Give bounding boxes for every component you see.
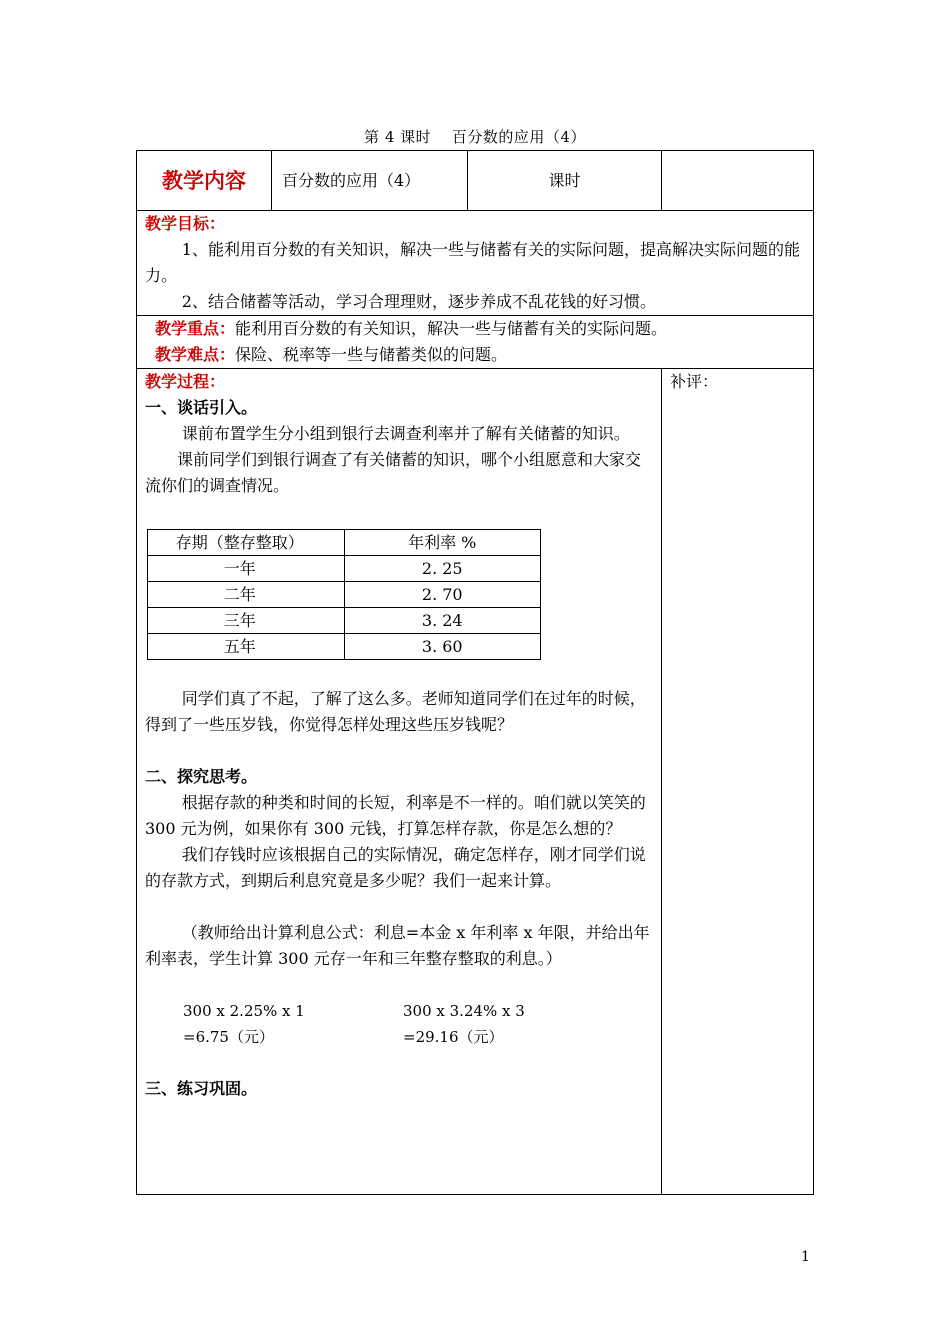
section1-p1: 课前布置学生分小组到银行去调查利率并了解有关储蓄的知识。 [181, 424, 630, 443]
calc-left-line1: 300 x 2.25% x 1 [183, 1002, 305, 1020]
page-title: 第 4 课时 百分数的应用（4） [364, 128, 586, 146]
calc-right-line2: =29.16（元） [403, 1028, 504, 1046]
keshi-label: 课时 [468, 151, 662, 211]
table-row [148, 634, 541, 660]
key-text: 能利用百分数的有关知识，解决一些与储蓄有关的实际问题。 [235, 319, 668, 338]
side-comment-label: 补评： [670, 372, 719, 391]
rate-table-header [148, 530, 541, 556]
key-label: 教学重点： [155, 319, 236, 338]
content-label: 教学内容 [137, 151, 272, 211]
section2-p1: 根据存款的种类和时间的长短，利率是不一样的。咱们就以笑笑的 300 元为例，如果你有 300 元钱，打算怎样存款，你是怎么想的？ [145, 793, 646, 838]
section1-title: 一、谈话引入。 [145, 398, 258, 417]
rate-term: 二年 [148, 582, 345, 608]
objectives-heading: 教学目标： [145, 214, 226, 233]
calc-left-line2: =6.75（元） [183, 1028, 274, 1046]
rate-table [147, 529, 541, 660]
section2-title: 二、探究思考。 [145, 767, 258, 786]
rate-header-rate: 年利率 % [344, 530, 541, 556]
after-table-text: 同学们真了不起，了解了这么多。老师知道同学们在过年的时候，得到了一些压岁钱，你觉得怎样处理这些压岁钱呢？ [145, 689, 646, 734]
rate-value: 2. 25 [344, 556, 541, 582]
section1-p2: 课前同学们到银行调查了有关储蓄的知识，哪个小组愿意和大家交流你们的调查情况。 [145, 450, 642, 495]
objective-2: 2、结合储蓄等活动，学习合理理财，逐步养成不乱花钱的好习惯。 [181, 292, 656, 311]
rate-term: 一年 [148, 556, 345, 582]
objectives-row [137, 211, 814, 316]
section2-p2: 我们存钱时应该根据自己的实际情况，确定怎样存，刚才同学们说的存款方式，到期后利息究竟是多少呢？我们一起来计算。 [145, 845, 646, 890]
key-difficulty-row [137, 316, 814, 369]
calculation-block [145, 998, 653, 1050]
process-heading: 教学过程： [145, 372, 226, 391]
header-row [137, 151, 814, 211]
table-row [148, 582, 541, 608]
difficulty-text: 保险、税率等一些与储蓄类似的问题。 [235, 345, 508, 364]
difficulty-label: 教学难点： [155, 345, 236, 364]
rate-value: 3. 24 [344, 608, 541, 634]
rate-term: 五年 [148, 634, 345, 660]
section3-title: 三、练习巩固。 [145, 1079, 258, 1098]
lesson-plan-table [136, 150, 814, 1195]
keshi-value [662, 151, 814, 211]
calc-right-line1: 300 x 3.24% x 3 [403, 1002, 525, 1020]
table-row [148, 608, 541, 634]
objective-1: 1、能利用百分数的有关知识，解决一些与储蓄有关的实际问题，提高解决实际问题的能力。 [145, 240, 800, 285]
section2-p3: （教师给出计算利息公式：利息=本金 x 年利率 x 年限，并给出年利率表，学生计算 300 元存一年和三年整存整取的利息。） [145, 923, 650, 968]
rate-value: 2. 70 [344, 582, 541, 608]
process-row [137, 369, 814, 1195]
table-row [148, 556, 541, 582]
topic-cell: 百分数的应用（4） [272, 151, 468, 211]
rate-header-term: 存期（整存整取） [148, 530, 345, 556]
rate-term: 三年 [148, 608, 345, 634]
page-number: 1 [801, 1249, 810, 1265]
rate-value: 3. 60 [344, 634, 541, 660]
